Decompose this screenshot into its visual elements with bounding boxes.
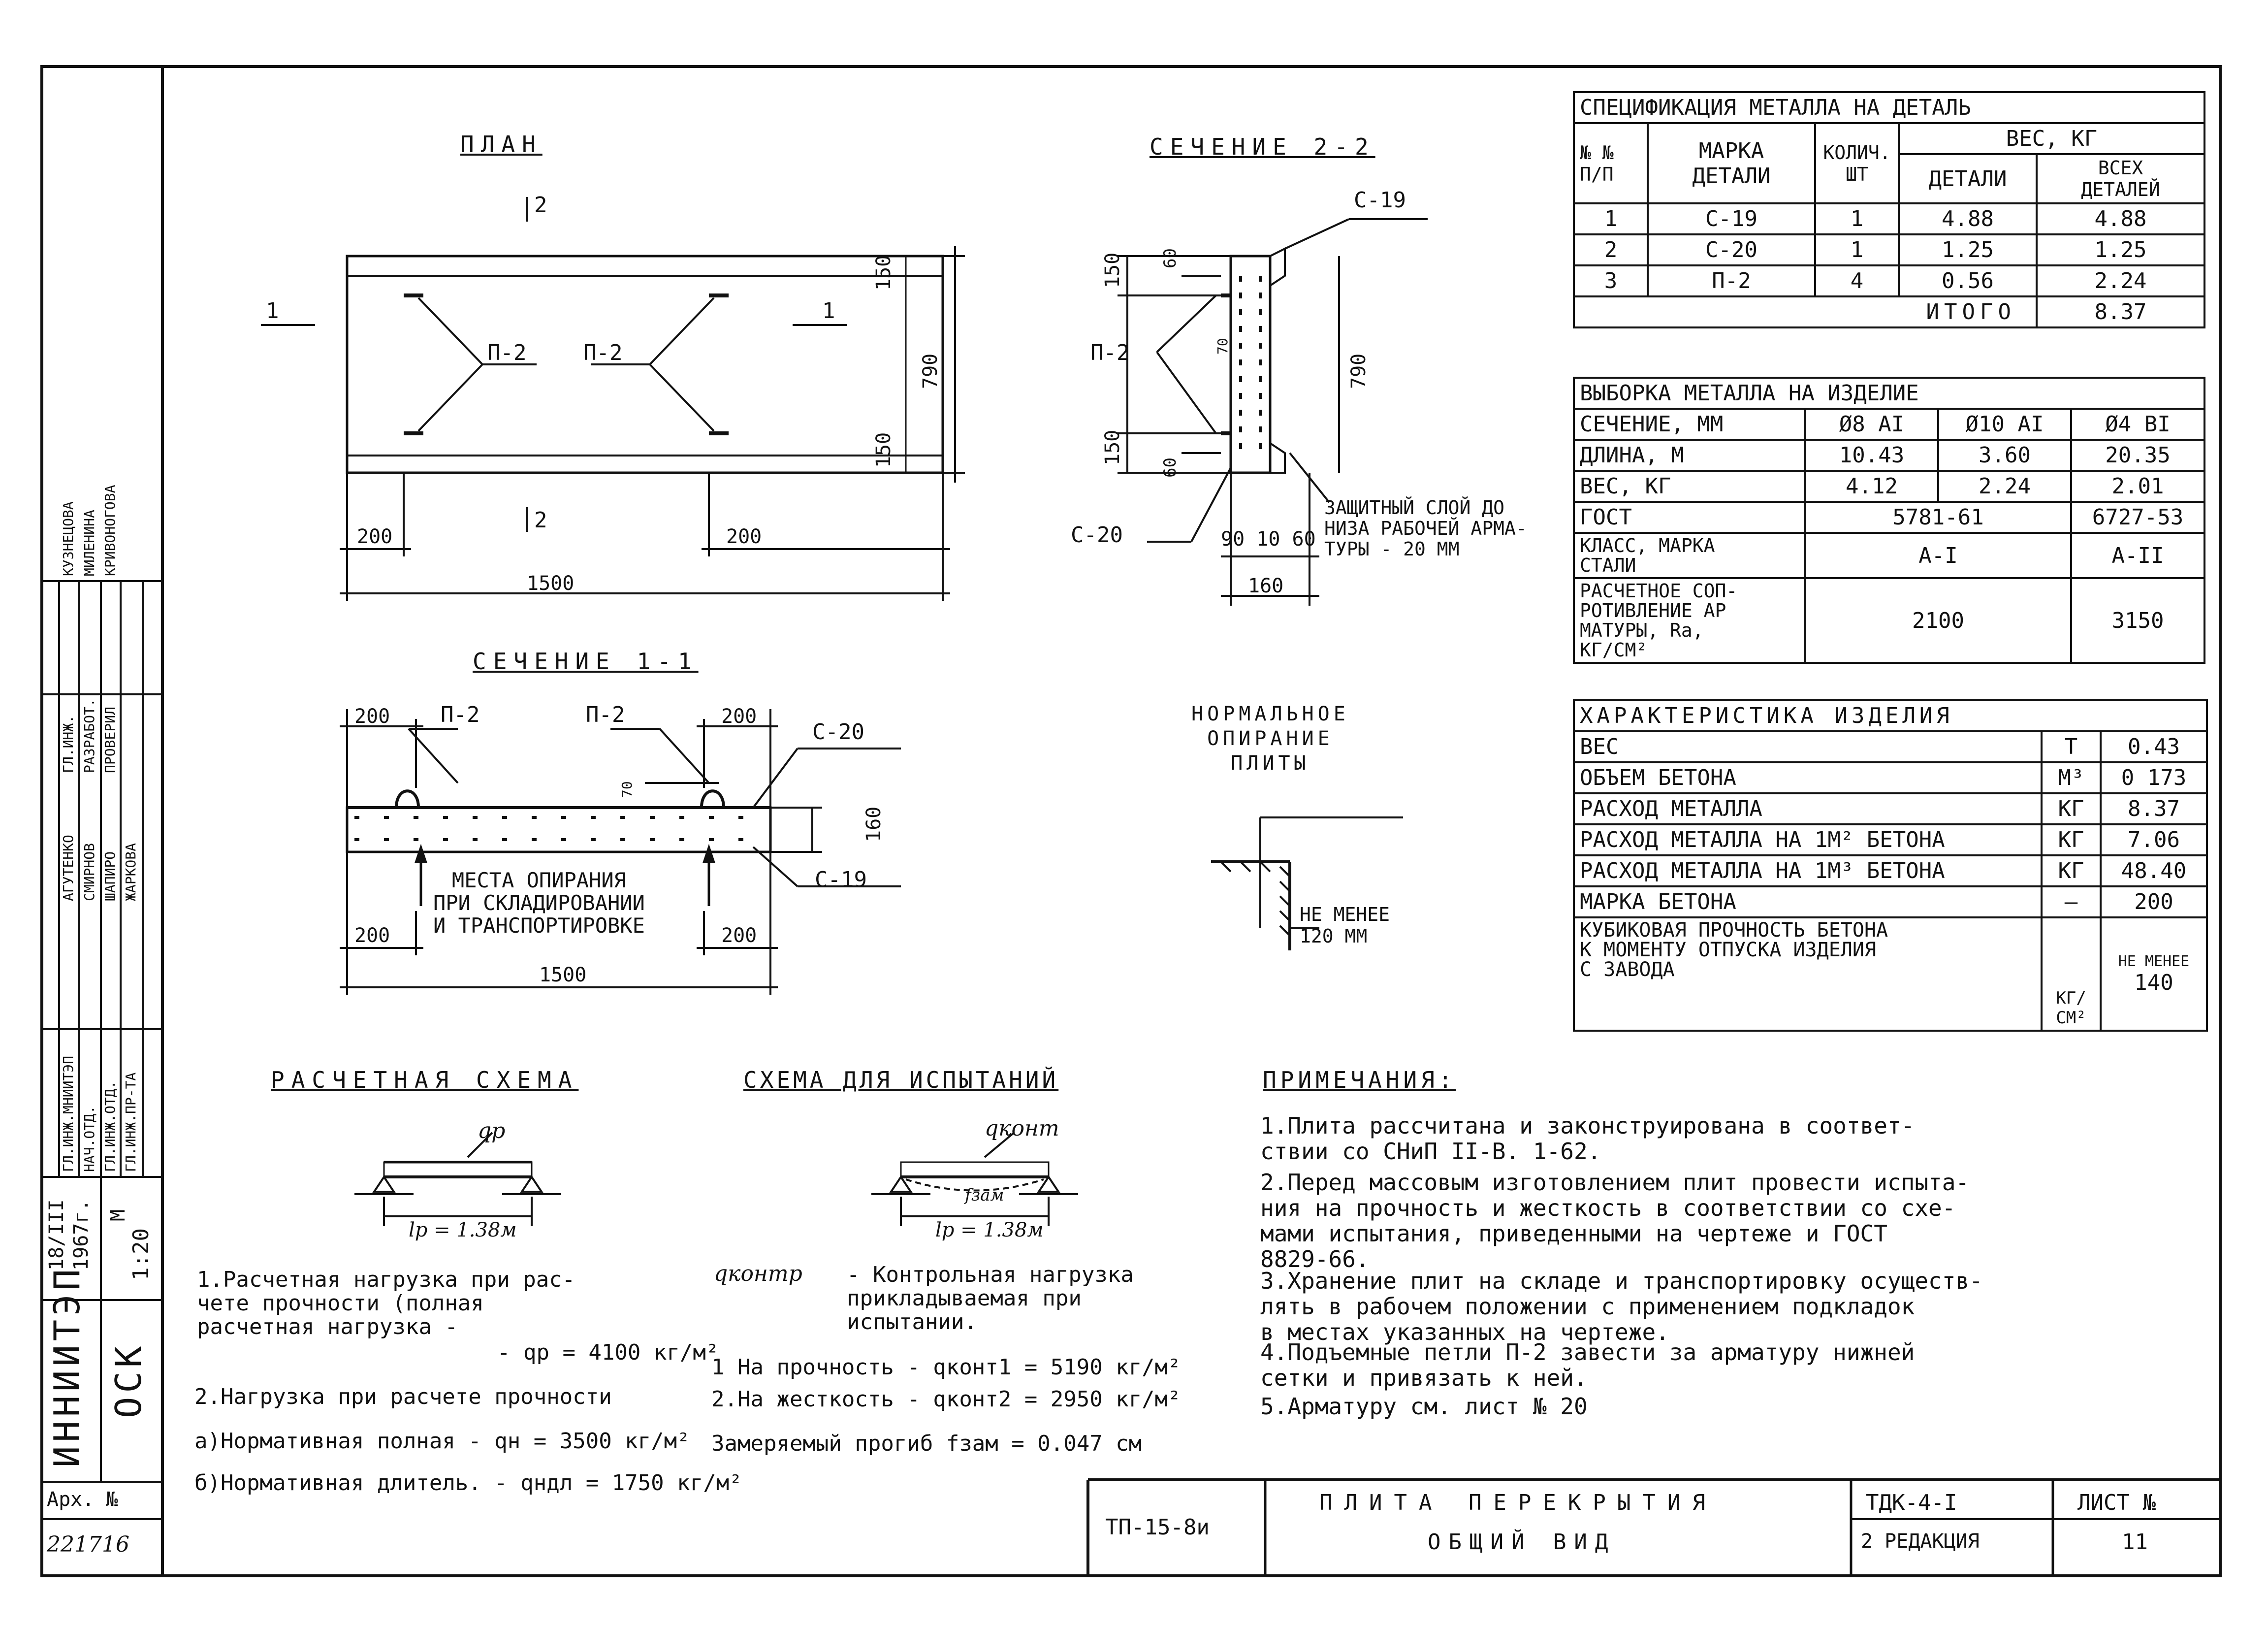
sample-gost3: 6727-53 [2071,502,2204,533]
sidebar-name: КУЗНЕЦОВА [60,501,76,576]
spec-cell: 1 [1815,234,1899,265]
char-row [1574,731,2207,762]
titleblock-name2: ОБЩИЙ ВИД [1428,1530,1616,1555]
char-cell: РАСХОД МЕТАЛЛА НА 1М³ БЕТОНА [1574,855,2042,886]
support-title: НОРМАЛЬНОЕ ОПИРАНИЕ ПЛИТЫ [1191,703,1349,775]
test-span: lр = 1.38м [935,1219,1044,1241]
spec-cell: 1 [1815,203,1899,234]
test-q: qконт [985,1116,1059,1141]
section22-title: СЕЧЕНИЕ 2-2 [1150,133,1375,160]
sidebar-arch-value: 221716 [47,1532,129,1557]
sample-c1: Ø8 AI [1805,409,1938,440]
spec-h-detail: ДЕТАЛИ [1899,154,2037,203]
test-t2: 2.На жесткость - qконт2 = 2950 кг/м² [711,1387,1181,1412]
plan-dim-200-left: 200 [357,525,393,548]
sidebar-name: СМИРНОВ [81,843,97,901]
sidebar-dept: ОСК [108,1342,149,1418]
sample-c2: Ø10 AI [1938,409,2071,440]
char-cell: РАСХОД МЕТАЛЛА [1574,793,2042,824]
plan-dim-150-bottom: 150 [872,432,895,468]
sample-res3: 3150 [2071,578,2204,663]
calc-text1b: - qр = 4100 кг/м² [497,1340,719,1365]
spec-cell: С-20 [1648,234,1815,265]
section22-dim-150-top: 150 [1101,252,1124,288]
sidebar-date-bottom: 1967г. [70,1199,93,1270]
sample-class12: A-I [1805,533,2071,578]
char-cell: РАСХОД МЕТАЛЛА НА 1М² БЕТОНА [1574,824,2042,855]
test-t3: Замеряемый прогиб fзам = 0.047 см [711,1431,1142,1456]
char-cell: М³ [2042,762,2101,793]
titleblock-name1: ПЛИТА ПЕРЕКРЫТИЯ [1319,1490,1717,1515]
calc-text2: 2.Нагрузка при расчете прочности [194,1384,612,1409]
sidebar-org: ИННИИТЭП [46,1265,88,1467]
char-row [1574,824,2207,855]
spec-row [1574,203,2204,234]
plan-title: ПЛАН [460,131,543,158]
sample-w1: 4.12 [1805,471,1938,502]
plan-section-mark-right: 1 [822,298,835,324]
spec-title: СПЕЦИФИКАЦИЯ МЕТАЛЛА НА ДЕТАЛЬ [1574,92,2204,123]
spec-h-qty: КОЛИЧ. ШТ [1815,123,1899,203]
char-cell: ОБЪЕМ БЕТОНА [1574,762,2042,793]
section22-c20: С-20 [1071,522,1123,548]
sidebar-arch-label: Арх. № [47,1488,118,1511]
char-cell: 200 [2101,886,2207,917]
spec-row [1574,234,2204,265]
char-cell: МАРКА БЕТОНА [1574,886,2042,917]
char-cell: 8.37 [2101,793,2207,824]
char-cell: КГ [2042,824,2101,855]
char-last-label: КУБИКОВАЯ ПРОЧНОСТЬ БЕТОНА К МОМЕНТУ ОТПУСКА ИЗДЕЛИЯ С ЗАВОДА [1574,917,2042,1031]
calc-text1: 1.Расчетная нагрузка при рас- чете прочности (полная расчетная нагрузка - [197,1267,575,1339]
spec-h-weight: ВЕС, КГ [1899,123,2204,154]
spec-row [1574,265,2204,296]
spec-table [1573,91,2205,328]
sample-w3: 2.01 [2071,471,2204,502]
sidebar-scale-value: 1:20 [128,1228,154,1280]
sidebar-name: ШАПИРО [102,851,118,901]
section11-dim-70: 70 [619,781,635,798]
spec-cell: 1.25 [1899,234,2037,265]
plan-section-mark-bottom: 2 [534,508,547,533]
sidebar-name: МИЛЕНИНА [81,510,97,576]
char-table [1573,699,2208,1032]
spec-cell: П-2 [1648,265,1815,296]
note-3: 3.Хранение плит на складе и транспортировку осуществ- лять в рабочем положении с применением подкладок в местах указанных на чертеже. [1260,1268,1983,1345]
notes-title: ПРИМЕЧАНИЯ: [1263,1067,1456,1093]
char-row [1574,793,2207,824]
char-last-value: 140 [2134,970,2173,995]
note-5: 5.Арматуру см. лист № 20 [1260,1393,1588,1420]
section11-dim-1500: 1500 [539,964,587,986]
titleblock-code: ТП-15-8и [1105,1515,1210,1540]
section22-dim-150-bottom: 150 [1101,429,1124,465]
sample-r-section: СЕЧЕНИЕ, ММ [1574,409,1805,440]
sidebar-name: КРИВОНОГОВА [102,485,118,576]
char-cell: — [2042,886,2101,917]
sample-table [1573,377,2205,664]
spec-cell: 3 [1574,265,1648,296]
section22-p2: П-2 [1090,340,1130,365]
char-cell: 0 173 [2101,762,2207,793]
sample-r-weight: ВЕС, КГ [1574,471,1805,502]
sample-r-length: ДЛИНА, М [1574,440,1805,471]
support-note: НЕ МЕНЕЕ 120 ММ [1300,904,1390,947]
calc-title: РАСЧЕТНАЯ СХЕМА [271,1067,579,1093]
section11-dim-200-br: 200 [721,924,757,947]
sample-w2: 2.24 [1938,471,2071,502]
char-cell: КГ [2042,793,2101,824]
spec-cell: 0.56 [1899,265,2037,296]
sidebar-role: ГЛ.ИНЖ.ПР-ТА [123,1072,139,1172]
section22-c19: С-19 [1354,188,1406,213]
plan-section-mark-left: 1 [266,298,279,324]
char-last-unit: КГ/СМ² [2042,917,2101,1031]
sidebar-scale-label: М [107,1209,129,1221]
section11-support-note: МЕСТА ОПИРАНИЯ ПРИ СКЛАДИРОВАНИИ И ТРАНСПОРТИРОВКЕ [433,868,645,938]
spec-cell: С-19 [1648,203,1815,234]
char-cell: 48.40 [2101,855,2207,886]
sidebar-role: ГЛ.ИНЖ.ОТД. [102,1080,118,1172]
section11-p2-left: П-2 [441,702,480,727]
sidebar-name: ЖАРКОВА [123,843,139,901]
char-cell: Т [2042,731,2101,762]
note-2: 2.Перед массовым изготовлением плит провести испыта- ния на прочность и жесткость в соответствии со схе- мами испытания, приведенными на чертеже и ГОСТ 8829-66. [1260,1169,1970,1272]
sidebar-role: НАЧ.ОТД. [81,1106,97,1172]
test-qdesc: - Контрольная нагрузка прикладываемая при испытании. [847,1262,1134,1335]
calc-q: qр [478,1118,506,1143]
section11-dim-200-tl: 200 [354,705,390,728]
section22-dim-790: 790 [1347,353,1370,389]
note-4: 4.Подъемные петли П-2 завести за арматуру нижней сетки и привязать к ней. [1260,1339,1915,1391]
sample-class3: A-II [2071,533,2204,578]
spec-h-no: № № П/П [1574,123,1648,203]
plan-dim-790: 790 [919,353,942,389]
sample-r-class: КЛАСС, МАРКА СТАЛИ [1574,533,1805,578]
sample-c3: Ø4 BI [2071,409,2204,440]
section22-dim-bottom: 90 10 60 [1221,528,1316,551]
titleblock-sheet-no: 11 [2122,1530,2148,1555]
char-row [1574,886,2207,917]
plan-section-mark-top: 2 [534,193,547,218]
test-f: fзам [965,1185,1004,1205]
plan-dim-1500: 1500 [527,572,575,595]
plan-dim-200-right: 200 [726,525,762,548]
char-title: ХАРАКТЕРИСТИКА ИЗДЕЛИЯ [1574,700,2207,731]
section11-c19: С-19 [815,867,867,892]
char-last-value-note: НЕ МЕНЕЕ [2118,953,2190,970]
calc-text2a: а)Нормативная полная - qн = 3500 кг/м² [194,1429,690,1454]
sample-r-resist: РАСЧЕТНОЕ СОП- РОТИВЛЕНИЕ АР МАТУРЫ, Ra, КГ/СМ² [1574,578,1805,663]
calc-span: lр = 1.38м [409,1219,517,1241]
spec-total-label: ИТОГО [1574,296,2037,327]
char-row [1574,855,2207,886]
test-title: СХЕМА ДЛЯ ИСПЫТАНИЙ [743,1067,1059,1093]
spec-cell: 1.25 [2037,234,2204,265]
char-cell: 0.43 [2101,731,2207,762]
char-row [1574,762,2207,793]
sidebar-role: ГЛ.ИНЖ.МНИИТЭП [60,1055,76,1172]
sample-gost12: 5781-61 [1805,502,2071,533]
section11-dim-200-tr: 200 [721,705,757,728]
sidebar-name: АГУТЕНКО [60,835,76,901]
sample-res12: 2100 [1805,578,2071,663]
section22-dim-60-bottom: 60 [1160,457,1180,478]
titleblock-series: ТДК-4-I [1866,1490,1957,1515]
section11-c20: С-20 [812,719,864,745]
section11-p2-right: П-2 [586,702,625,727]
spec-h-mark: МАРКА ДЕТАЛИ [1648,123,1815,203]
spec-cell: 2.24 [2037,265,2204,296]
note-1: 1.Плита рассчитана и законструирована в соответ- ствии со СНиП II-В. 1-62. [1260,1112,1915,1165]
spec-cell: 4.88 [2037,203,2204,234]
test-qlabel: qконтр [714,1261,802,1286]
plan-loop-label-left: П-2 [487,340,527,365]
char-cell: 7.06 [2101,824,2207,855]
spec-cell: 4.88 [1899,203,2037,234]
sample-title: ВЫБОРКА МЕТАЛЛА НА ИЗДЕЛИЕ [1574,378,2204,409]
section22-cover-note: ЗАЩИТНЫЙ СЛОЙ ДО НИЗА РАБОЧЕЙ АРМА- ТУРЫ - 20 ММ [1324,497,1527,560]
spec-cell: 2 [1574,234,1648,265]
plan-dim-150-top: 150 [872,255,895,291]
section11-dim-160: 160 [862,806,885,842]
section22-dim-70: 70 [1214,338,1231,355]
sample-len2: 3.60 [1938,440,2071,471]
section22-dim-160: 160 [1248,575,1284,597]
char-cell: ВЕС [1574,731,2042,762]
sidebar-date-top: 18/III [45,1199,68,1270]
section22-dim-60-top: 60 [1160,248,1180,268]
calc-text2b: б)Нормативная длитель. - qндл = 1750 кг/м² [194,1470,742,1496]
spec-cell: 4 [1815,265,1899,296]
test-t1: 1 На прочность - qконт1 = 5190 кг/м² [711,1355,1181,1380]
sample-len3: 20.35 [2071,440,2204,471]
titleblock-edition: 2 РЕДАКЦИЯ [1861,1530,1980,1553]
spec-total-value: 8.37 [2037,296,2204,327]
sidebar-role2: ГЛ.ИНЖ. [60,715,76,773]
spec-h-all: ВСЕХ ДЕТАЛЕЙ [2037,154,2204,203]
sample-r-gost: ГОСТ [1574,502,1805,533]
sample-len1: 10.43 [1805,440,1938,471]
section11-dim-200-bl: 200 [354,924,390,947]
sidebar-role2: ПРОВЕРИЛ [102,707,118,773]
titleblock-sheet-label: ЛИСТ № [2077,1490,2156,1515]
sidebar-role2: РАЗРАБОТ. [81,698,97,773]
spec-cell: 1 [1574,203,1648,234]
char-cell: КГ [2042,855,2101,886]
plan-loop-label-right: П-2 [583,340,623,365]
section11-title: СЕЧЕНИЕ 1-1 [473,648,699,675]
